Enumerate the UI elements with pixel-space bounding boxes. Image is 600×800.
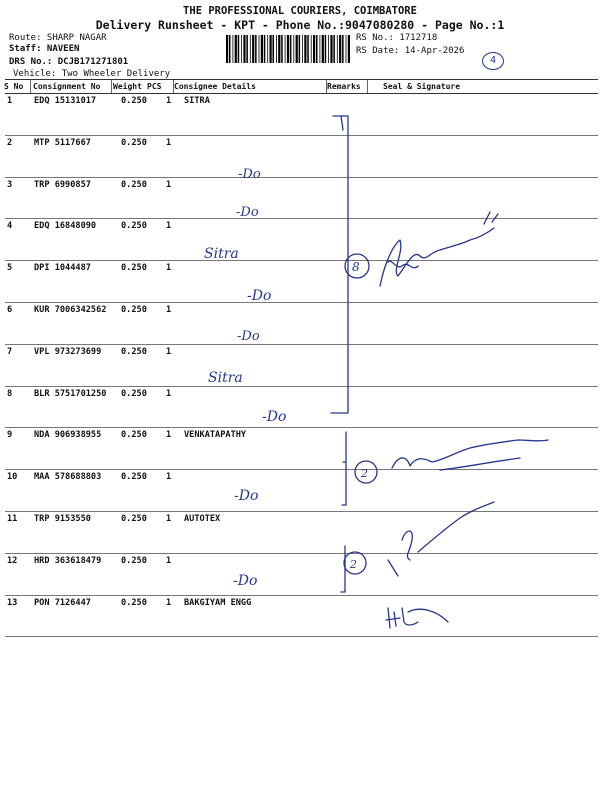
- circled-page-mark: 4: [482, 52, 504, 70]
- pcs-value: 1: [166, 221, 172, 232]
- pcs-value: 1: [166, 597, 172, 608]
- col-consignment: Consignment No: [33, 82, 101, 91]
- pcs-value: 1: [166, 263, 172, 274]
- serial-number: 1: [7, 96, 13, 106]
- consignment-number: KUR 7006342562: [34, 305, 107, 315]
- consignment-number: HRD 363618479: [34, 555, 102, 566]
- rs-number: RS No.: 1712718: [356, 33, 438, 43]
- consignment-number: MAA 578688803: [34, 472, 102, 483]
- weight-value: 0.250: [121, 514, 147, 524]
- rs-date: RS Date: 14-Apr-2026: [356, 46, 465, 56]
- col-remarks: Remarks: [327, 82, 361, 91]
- handwritten-note: -Do: [236, 205, 259, 220]
- table-row: [0, 596, 600, 638]
- pcs-value: 1: [166, 305, 172, 315]
- handwritten-note: Sitra: [204, 246, 239, 262]
- consignee-name: AUTOTEX: [184, 514, 221, 524]
- weight-value: 0.250: [121, 597, 147, 608]
- weight-value: 0.250: [121, 555, 147, 566]
- serial-number: 13: [7, 597, 18, 608]
- serial-number: 8: [7, 388, 13, 399]
- handwritten-note: -Do: [262, 409, 287, 425]
- pcs-value: 1: [166, 388, 172, 399]
- consignment-number: EDQ 15131017: [34, 96, 97, 106]
- consignment-number: EDQ 16848090: [34, 221, 97, 232]
- company-title: THE PROFESSIONAL COURIERS, COIMBATORE: [183, 5, 417, 17]
- col-divider: [367, 80, 368, 93]
- serial-number: 4: [7, 221, 13, 232]
- table-row: [0, 345, 600, 387]
- col-seal: Seal & Signature: [383, 82, 461, 91]
- weight-value: 0.250: [121, 263, 147, 274]
- consignment-number: TRP 9153550: [34, 514, 91, 524]
- table-row: [0, 554, 600, 596]
- serial-number: 2: [7, 137, 13, 148]
- serial-number: 6: [7, 305, 13, 315]
- weight-value: 0.250: [121, 472, 147, 483]
- consignment-number: BLR 5751701250: [34, 388, 107, 399]
- serial-number: 9: [7, 430, 13, 441]
- consignment-number: VPL 973273699: [34, 346, 102, 357]
- pcs-value: 1: [166, 346, 172, 357]
- handwritten-note: -Do: [233, 573, 258, 589]
- col-divider: [30, 80, 31, 93]
- consignment-number: PON 7126447: [34, 597, 91, 608]
- consignee-name: BAKGIYAM ENGG: [184, 597, 252, 608]
- weight-value: 0.250: [121, 430, 147, 441]
- table-row: [0, 387, 600, 429]
- consignee-name: VENKATAPATHY: [184, 430, 247, 441]
- serial-number: 7: [7, 346, 13, 357]
- drs-number: DRS No.: DCJB171271801: [9, 57, 129, 67]
- weight-value: 0.250: [121, 388, 147, 399]
- handwritten-note: -Do: [234, 488, 259, 504]
- weight-value: 0.250: [121, 137, 147, 148]
- table-row: [0, 261, 600, 303]
- table-row: [0, 428, 600, 470]
- table-row: [0, 219, 600, 261]
- col-weight: Weight: [113, 82, 142, 91]
- table-row: [0, 178, 600, 220]
- consignment-number: MTP 5117667: [34, 137, 91, 148]
- table-row: [0, 136, 600, 178]
- table-row: [0, 303, 600, 345]
- weight-value: 0.250: [121, 305, 147, 315]
- handwritten-note: 2: [361, 467, 368, 480]
- pcs-value: 1: [166, 179, 172, 190]
- consignment-number: NDA 906938955: [34, 430, 102, 441]
- col-pcs: PCS: [147, 82, 162, 91]
- route-info: Route: SHARP NAGAR: [9, 33, 107, 43]
- serial-number: 12: [7, 555, 18, 566]
- handwritten-note: -Do: [237, 329, 260, 344]
- weight-value: 0.250: [121, 346, 147, 357]
- weight-value: 0.250: [121, 179, 147, 190]
- vehicle-info: Vehicle: Two Wheeler Delivery: [13, 69, 171, 79]
- col-divider: [111, 80, 112, 93]
- pcs-value: 1: [166, 472, 172, 483]
- pcs-value: 1: [166, 96, 172, 106]
- handwritten-note: 8: [352, 260, 360, 274]
- col-divider: [326, 80, 327, 93]
- serial-number: 3: [7, 179, 13, 190]
- table-row: [0, 94, 600, 136]
- barcode-image: [226, 35, 350, 63]
- consignee-name: SITRA: [184, 96, 210, 106]
- header-top-rule: [5, 79, 598, 80]
- handwritten-note: -Do: [238, 167, 261, 182]
- handwritten-note: -Do: [247, 288, 272, 304]
- pcs-value: 1: [166, 137, 172, 148]
- weight-value: 0.250: [121, 96, 147, 106]
- serial-number: 11: [7, 514, 18, 524]
- table-row: [0, 512, 600, 554]
- pcs-value: 1: [166, 555, 172, 566]
- handwritten-note: 2: [350, 558, 357, 571]
- col-sno: S No: [4, 82, 24, 91]
- col-divider: [173, 80, 174, 93]
- weight-value: 0.250: [121, 221, 147, 232]
- consignment-number: TRP 6990857: [34, 179, 91, 190]
- serial-number: 10: [7, 472, 18, 483]
- staff-info: Staff: NAVEEN: [9, 44, 80, 54]
- table-row: [0, 470, 600, 512]
- row-divider: [5, 636, 598, 637]
- consignment-number: DPI 1044487: [34, 263, 91, 274]
- serial-number: 5: [7, 263, 13, 274]
- col-consignee: Consignee Details: [174, 82, 256, 91]
- handwritten-note: Sitra: [208, 370, 243, 386]
- pcs-value: 1: [166, 514, 172, 524]
- runsheet-subtitle: Delivery Runsheet - KPT - Phone No.:9047080280 - Page No.:1: [95, 18, 505, 32]
- pcs-value: 1: [166, 430, 172, 441]
